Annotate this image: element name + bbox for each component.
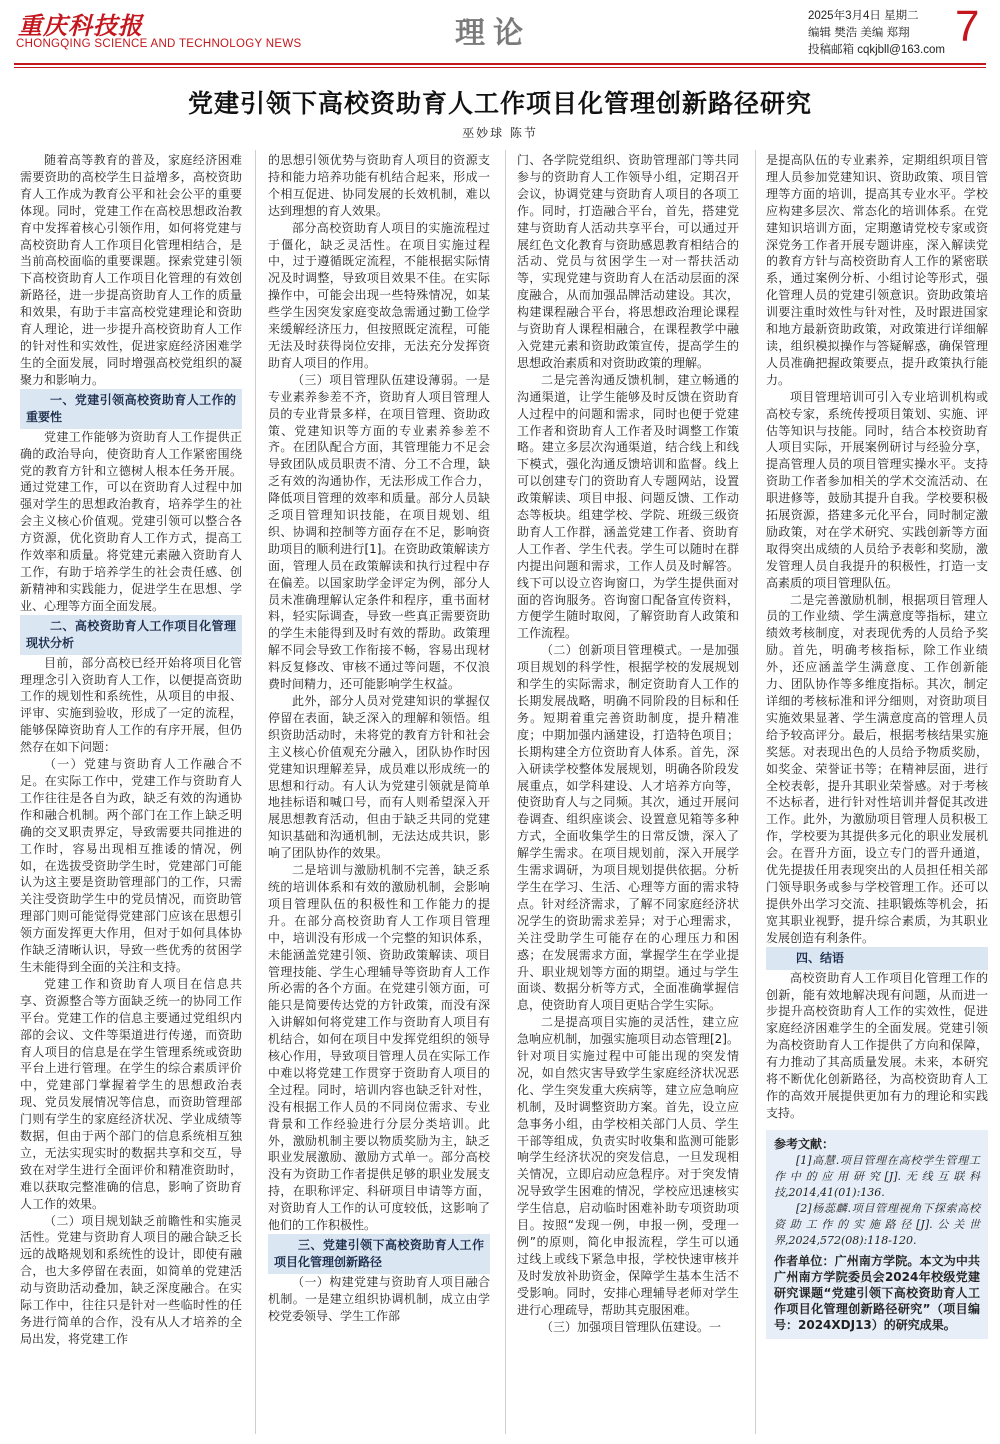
paragraph: 二是培训与激励机制不完善，缺乏系统的培训体系和有效的激励机制，会影响项目管理队伍的积极性和工作能力的提升。在部分高校资助育人工作项目管理中，培训没有形成一个完整的知识体系，未能涵盖党建引领、资助政策解读、项目管理技能、学生心理辅导等资助育人工作所必需的各个方面。在党建引领方面，可能只是简要传达党的方针政策，而没有深入讲解如何将党建工作与资助育人项目有机结合，如何在项目中发挥党组织的领导核心作用，导致项目管理人员在实际工作中难以将党建工作贯穿于资助育人项目的全过程。同时，培训内容也缺乏针对性，没有根据工作人员的不同岗位需求、专业背景和工作经验进行分层分类培训。此外，激励机制主要以物质奖励为主，缺乏职业发展激励、激励方式单一。部分高校没有为资助工作者提供足够的职业发展支持，在职称评定、科研项目申请等方面，对资助育人工作的认可度较低，这影响了他们的工作积极性。	[268, 863, 490, 1233]
paragraph: 项目管理培训可引入专业培训机构或高校专家，系统传授项目策划、实施、评估等知识与技能。同时，结合本校资助育人项目实际，开展案例研讨与经验分享，提高管理人员的项目管理实操水平。支持资助工作者参加相关的学术交流活动、在职进修等，鼓励其提升自我。学校要积极拓展资源，搭建多元化平台，同时制定激励政策，对在学术研究、实践创新等方面取得突出成绩的人员给予表彰和奖励，激发管理人员自我提升的积极性，打造一支高素质的项目管理队伍。	[766, 389, 988, 590]
author-affiliation: 作者单位：广州南方学院。本文为中共广州南方学院委员会2024年校级党建研究课题“党建引领下高校资助育人工作项目化管理创新路径研究”（项目编号：2024XDJ13）的研究成果。	[774, 1253, 980, 1332]
paragraph: 随着高等教育的普及，家庭经济困难需要资助的高校学生日益增多，高校资助育人工作成为教育公平和社会公平的重要体现。同时，党建工作在高校思想政治教育中发挥着核心引领作用，如何将党建与高校资助育人工作项目化管理相结合，是当前高校面临的重要课题。探索党建引领下高校资助育人工作项目化管理的有效创新路径，进一步提高资助育人工作的质量和效果，有助于丰富高校党建理论和资助育人理论，进一步提升高校资助育人工作的针对性和实效性，促进家庭经济困难学生的全面发展，同时增强高校党组织的凝聚力和影响力。	[20, 153, 242, 387]
paragraph: （一）党建与资助育人工作融合不足。在实际工作中，党建工作与资助育人工作往往是各自为政，缺乏有效的沟通协作和融合机制。两个部门在工作上缺乏明确的交叉职责界定，导致需要共同推进的工作时，容易出现相互推诿的情况，例如，在选拔受资助学生时，党建部门可能认为这主要是资助管理部门的工作，只需关注受资助学生中的党员情况，而资助管理部门则可能觉得党建部门应该在思想引领方面发挥更大作用，但对于如何具体协作缺乏清晰认识，导致一些优秀的贫困学生未能得到全面的关注和支持。	[20, 757, 242, 974]
masthead-rule	[14, 63, 986, 65]
section-name: 理论	[455, 16, 531, 51]
paragraph: （二）创新项目管理模式。一是加强项目规划的科学性，根据学校的发展规划和学生的实际需求，制定资助育人工作的长期发展战略，明确不同阶段的目标和任务。短期着重完善资助制度，提升精准度；中期加强内涵建设，打造特色项目；长期构建全方位资助育人体系。首先，深入研读学校整体发展规划，明确各阶段发展重点，如学科建设、人才培养方向等，使资助育人与之同频。其次，通过开展问卷调查、组织座谈会、设置意见箱等多种方式，全面收集学生的日常反馈，深入了解学生需求。在项目规划前，深入开展学生需求调研，为项目规划提供依据。分析学生在学习、生活、心理等方面的需求特点。针对经济需求，了解不同家庭经济状况学生的资助需求差异；对于心理需求，关注受助学生可能存在的心理压力和困惑；在发展需求方面，掌握学生在学业提升、职业规划等方面的期望。通过与学生面谈、数据分析等方式，全面准确掌握信息，使资助育人项目更贴合学生实际。	[517, 643, 739, 1013]
paragraph: （二）项目规划缺乏前瞻性和实施灵活性。党建与资助育人项目的融合缺乏长远的战略规划和系统性的设计，即使有融合，也大多停留在表面，如简单的党建活动与资助活动叠加，缺乏深度融合。在实际工作中，往往只是针对一些临时性的任务进行简单的合作，没有从人才培养的全局出发，将党建工作	[20, 1213, 242, 1346]
reference-item: [2]杨蕊麟.项目管理视角下探索高校资助工作的实施路径[J].公关世界,2024,572(08):118-120.	[774, 1201, 980, 1247]
paragraph: 的思想引领优势与资助育人项目的资源支持和能力培养功能有机结合起来，形成一个相互促进、协同发展的长效机制，难以达到理想的育人效果。	[268, 153, 490, 218]
paragraph: 二是提高项目实施的灵活性，建立应急响应机制，加强实施项目动态管理[2]。针对项目实施过程中可能出现的突发情况，如自然灾害导致学生家庭经济状况恶化、学生突发重大疾病等，建立应急响应机制，及时调整资助方案。首先，设立应急事务小组，由学校相关部门人员、学生干部等组成，负责实时收集和监测可能影响学生经济状况的突发信息，一旦发现相关情况，立即启动应急程序。对于突发情况导致学生困难的情况，学校应迅速核实学生信息，启动临时困难补助专项资助项目。按照“发现一例，申报一例，受理一例”的原则，简化申报流程，学生可以通过线上或线下紧急申报，学校快速审核并及时发放补助资金，保障学生基本生活不受影响。同时，安排心理辅导老师对学生进行心理疏导，帮助其克服困难。	[517, 1015, 739, 1317]
section-heading: 四、结语	[766, 947, 988, 970]
section-heading: 三、党建引领下高校资助育人工作项目化管理创新路径	[268, 1234, 490, 1274]
masthead-rule-thin	[14, 67, 986, 68]
paragraph: 党建工作能够为资助育人工作提供正确的政治导向，使资助育人工作紧密围绕党的教育方针和立德树人根本任务开展。通过党建工作，可以在资助育人过程中加强对学生的思想政治教育，培养学生的社会主义核心价值观。党建引领可以整合各方资源，优化资助育人工作方式，提高工作效率和质量。将党建元素融入资助育人工作，有助于培养学生的社会责任感、创新精神和实践能力，促进学生在思想、学业、心理等方面全面发展。	[20, 429, 242, 613]
column-divider	[505, 150, 506, 1434]
newspaper-english-name: CHONGQING SCIENCE AND TECHNOLOGY NEWS	[16, 38, 302, 50]
paragraph: 二是完善激励机制，根据项目管理人员的工作业绩、学生满意度等指标，建立绩效考核制度，对表现优秀的人员给予奖励。首先，明确考核指标，除工作业绩外，还应涵盖学生满意度、工作创新能力、团队协作等多维度指标。其次，制定详细的考核标准和评分细则，对资助项目实施效果显著、学生满意度高的管理人员给予较高评分。最后，根据考核结果实施奖惩。对表现出色的人员给予物质奖励，如奖金、荣誉证书等；在精神层面，进行全校表彰，提升其职业荣誉感。对于考核不达标者，进行针对性培训并督促其改进工作。此外，为激励项目管理人员积极工作，学校要为其提供多元化的职业发展机会。在晋升方面，设立专门的晋升通道，优先提拔任用表现突出的人员担任相关部门领导职务或参与学校管理工作。还可以提供外出学习交流、挂职锻炼等机会，拓宽其职业视野，提升综合素质，为其职业发展创造有利条件。	[766, 592, 988, 945]
section-heading: 一、党建引领高校资助育人工作的重要性	[20, 389, 242, 429]
paragraph: 部分高校资助育人项目的实施流程过于僵化，缺乏灵活性。在项目实施过程中，过于遵循既定流程，不能根据实际情况及时调整，导致项目效果不佳。在实际操作中，可能会出现一些特殊情况，如某些学生因突发家庭变故急需通过勤工俭学来缓解经济压力，但按照既定流程，可能无法及时获得岗位安排，无法充分发挥资助育人项目的作用。	[268, 220, 490, 370]
submission-email: 投稿邮箱 cqkjbll@163.com	[808, 44, 945, 56]
column-4	[766, 152, 988, 1432]
issue-date: 2025年3月4日 星期二	[808, 10, 919, 22]
column-divider	[255, 150, 256, 1434]
page-number: 7	[955, 2, 980, 51]
issue-info	[808, 8, 945, 59]
reference-item: [1]高慧.项目管理在高校学生管理工作中的应用研究[J].无线互联科技,2014,41(01):136.	[774, 1153, 980, 1199]
references-box	[766, 1130, 988, 1339]
editors-line: 编辑 樊浩 美编 郑翔	[808, 27, 910, 39]
column-divider	[755, 150, 756, 1434]
paragraph: 目前，部分高校已经开始将项目化管理理念引入资助育人工作，以便提高资助工作的规划性和系统性，从项目的申报、评审、实施到验收，形成了一定的流程，能够保障资助育人工作的有序开展，但仍然存在如下问题：	[20, 655, 242, 755]
paragraph: 此外，部分人员对党建知识的掌握仅停留在表面，缺乏深入的理解和领悟。组织资助活动时，未将党的教育方针和社会主义核心价值观充分融入，团队协作时因党建知识理解差异，成员难以形成统一的思想和行动。有人认为党建引领就是简单地挂标语和喊口号，而有人则希望深入开展思想教育活动，但由于缺乏共同的党建知识基础和沟通机制，无法达成共识，影响了团队协作的效果。	[268, 694, 490, 861]
column-1	[20, 152, 242, 1432]
paragraph: 高校资助育人工作项目化管理工作的创新，能有效地解决现有问题，从而进一步提升高校资助育人工作的实效性，促进家庭经济困难学生的全面发展。党建引领为高校资助育人工作提供了方向和保障，有力推动了其高质量发展。未来，本研究将不断优化创新路径，为高校资助育人工作的高效开展提供更加有力的理论和实践支持。	[766, 970, 988, 1120]
references-heading: 参考文献：	[774, 1136, 835, 1151]
paragraph: （一）构建党建与资助育人项目融合机制。一是建立组织协调机制，成立由学校党委领导、学生工作部	[268, 1275, 490, 1323]
paragraph: 是提高队伍的专业素养，定期组织项目管理人员参加党建知识、资助政策、项目管理等方面的培训，提高其专业水平。学校应构建多层次、常态化的培训体系。在党建知识培训方面，定期邀请党校专家或资深党务工作者开展专题讲座，深入解读党的教育方针与高校资助育人工作的紧密联系，通过案例分析、小组讨论等形式，强化管理人员的党建引领意识。资助政策培训要注重时效性与针对性，及时跟进国家和地方最新资助政策，对政策进行详细解读，组织模拟操作与答疑解惑，确保管理人员准确把握政策要点，提升政策执行能力。	[766, 153, 988, 387]
newspaper-logo: 重庆科技报	[18, 11, 143, 40]
article-title: 党建引领下高校资助育人工作项目化管理创新路径研究	[187, 89, 812, 118]
paragraph: 门、各学院党组织、资助管理部门等共同参与的资助育人工作领导小组，定期召开会议，协调党建与资助育人项目的各项工作。同时，打造融合平台，首先，搭建党建与资助育人活动共享平台，可以通过开展红色文化教育与资助感恩教育相结合的活动、党员与贫困学生一对一帮扶活动等，实现党建与资助育人在活动层面的深度融合，从而加强品牌活动建设。其次，构建课程融合平台，将思想政治理论课程与资助育人课程相融合，在课程教学中融入党建元素和资助政策宣传，提高学生的思想政治素质和对资助政策的理解。	[517, 153, 739, 370]
paragraph: 党建工作和资助育人项目在信息共享、资源整合等方面缺乏统一的协同工作平台。党建工作的信息主要通过党组织内部的会议、文件等渠道进行传递，而资助育人项目的信息是在学生管理系统或资助平台上进行管理。在学生的综合素质评价中，党建部门掌握着学生的思想政治表现、党员发展情况等信息，而资助管理部门则有学生的家庭经济状况、学业成绩等数据，但由于两个部门的信息系统相互独立，无法实现实时的数据共享和交互，导致在对学生进行全面评价和精准资助时，难以获取完整准确的信息，影响了资助育人工作的效果。	[20, 976, 242, 1211]
masthead	[0, 0, 1000, 64]
paragraph: （三）加强项目管理队伍建设。一	[541, 1319, 722, 1334]
column-2	[268, 152, 490, 1432]
column-3	[517, 152, 739, 1432]
paragraph: （三）项目管理队伍建设薄弱。一是专业素养参差不齐，资助育人项目管理人员的专业背景多样，在项目管理、资助政策、党建知识等方面的专业素养参差不齐。在团队配合方面，其管理能力不足会导致团队成员职责不清、分工不合理，缺乏有效的沟通协作，无法形成工作合力，降低项目管理的效率和质量。部分人员缺乏项目管理知识技能，在项目规划、组织、协调和控制等方面存在不足，影响资助项目的顺利进行[1]。在资助政策解读方面，管理人员在政策解读和执行过程中存在偏差。以国家助学金评定为例，部分人员未准确理解认定条件和程序，重书面材料，轻实际调查，导致一些真正需要资助的学生未能得到及时有效的帮助。政策理解不同会导致工作衔接不畅，容易出现材料反复修改、审核不通过等问题，不仅浪费时间精力，还可能影响学生权益。	[268, 372, 490, 692]
section-heading: 二、高校资助育人工作项目化管理现状分析	[20, 615, 242, 655]
paragraph: 二是完善沟通反馈机制，建立畅通的沟通渠道，让学生能够及时反馈在资助育人过程中的问题和需求，同时也便于党建工作者和资助育人工作者及时调整工作策略。建立多层次沟通渠道，结合线上和线下模式，强化沟通反馈培训和监督。线上可以创建专门的资助育人专题网站，设置政策解读、项目申报、问题反馈、工作动态等板块。组建学校、学院、班级三级资助育人工作群，涵盖党建工作者、资助育人工作者、学生代表。学生可以随时在群内提出问题和需求，工作人员及时解答。线下可以设立咨询窗口，为学生提供面对面的咨询服务。咨询窗口配备宣传资料，方便学生随时取阅，了解资助育人政策和工作流程。	[517, 372, 739, 641]
article-authors: 巫妙球 陈节	[462, 126, 538, 140]
